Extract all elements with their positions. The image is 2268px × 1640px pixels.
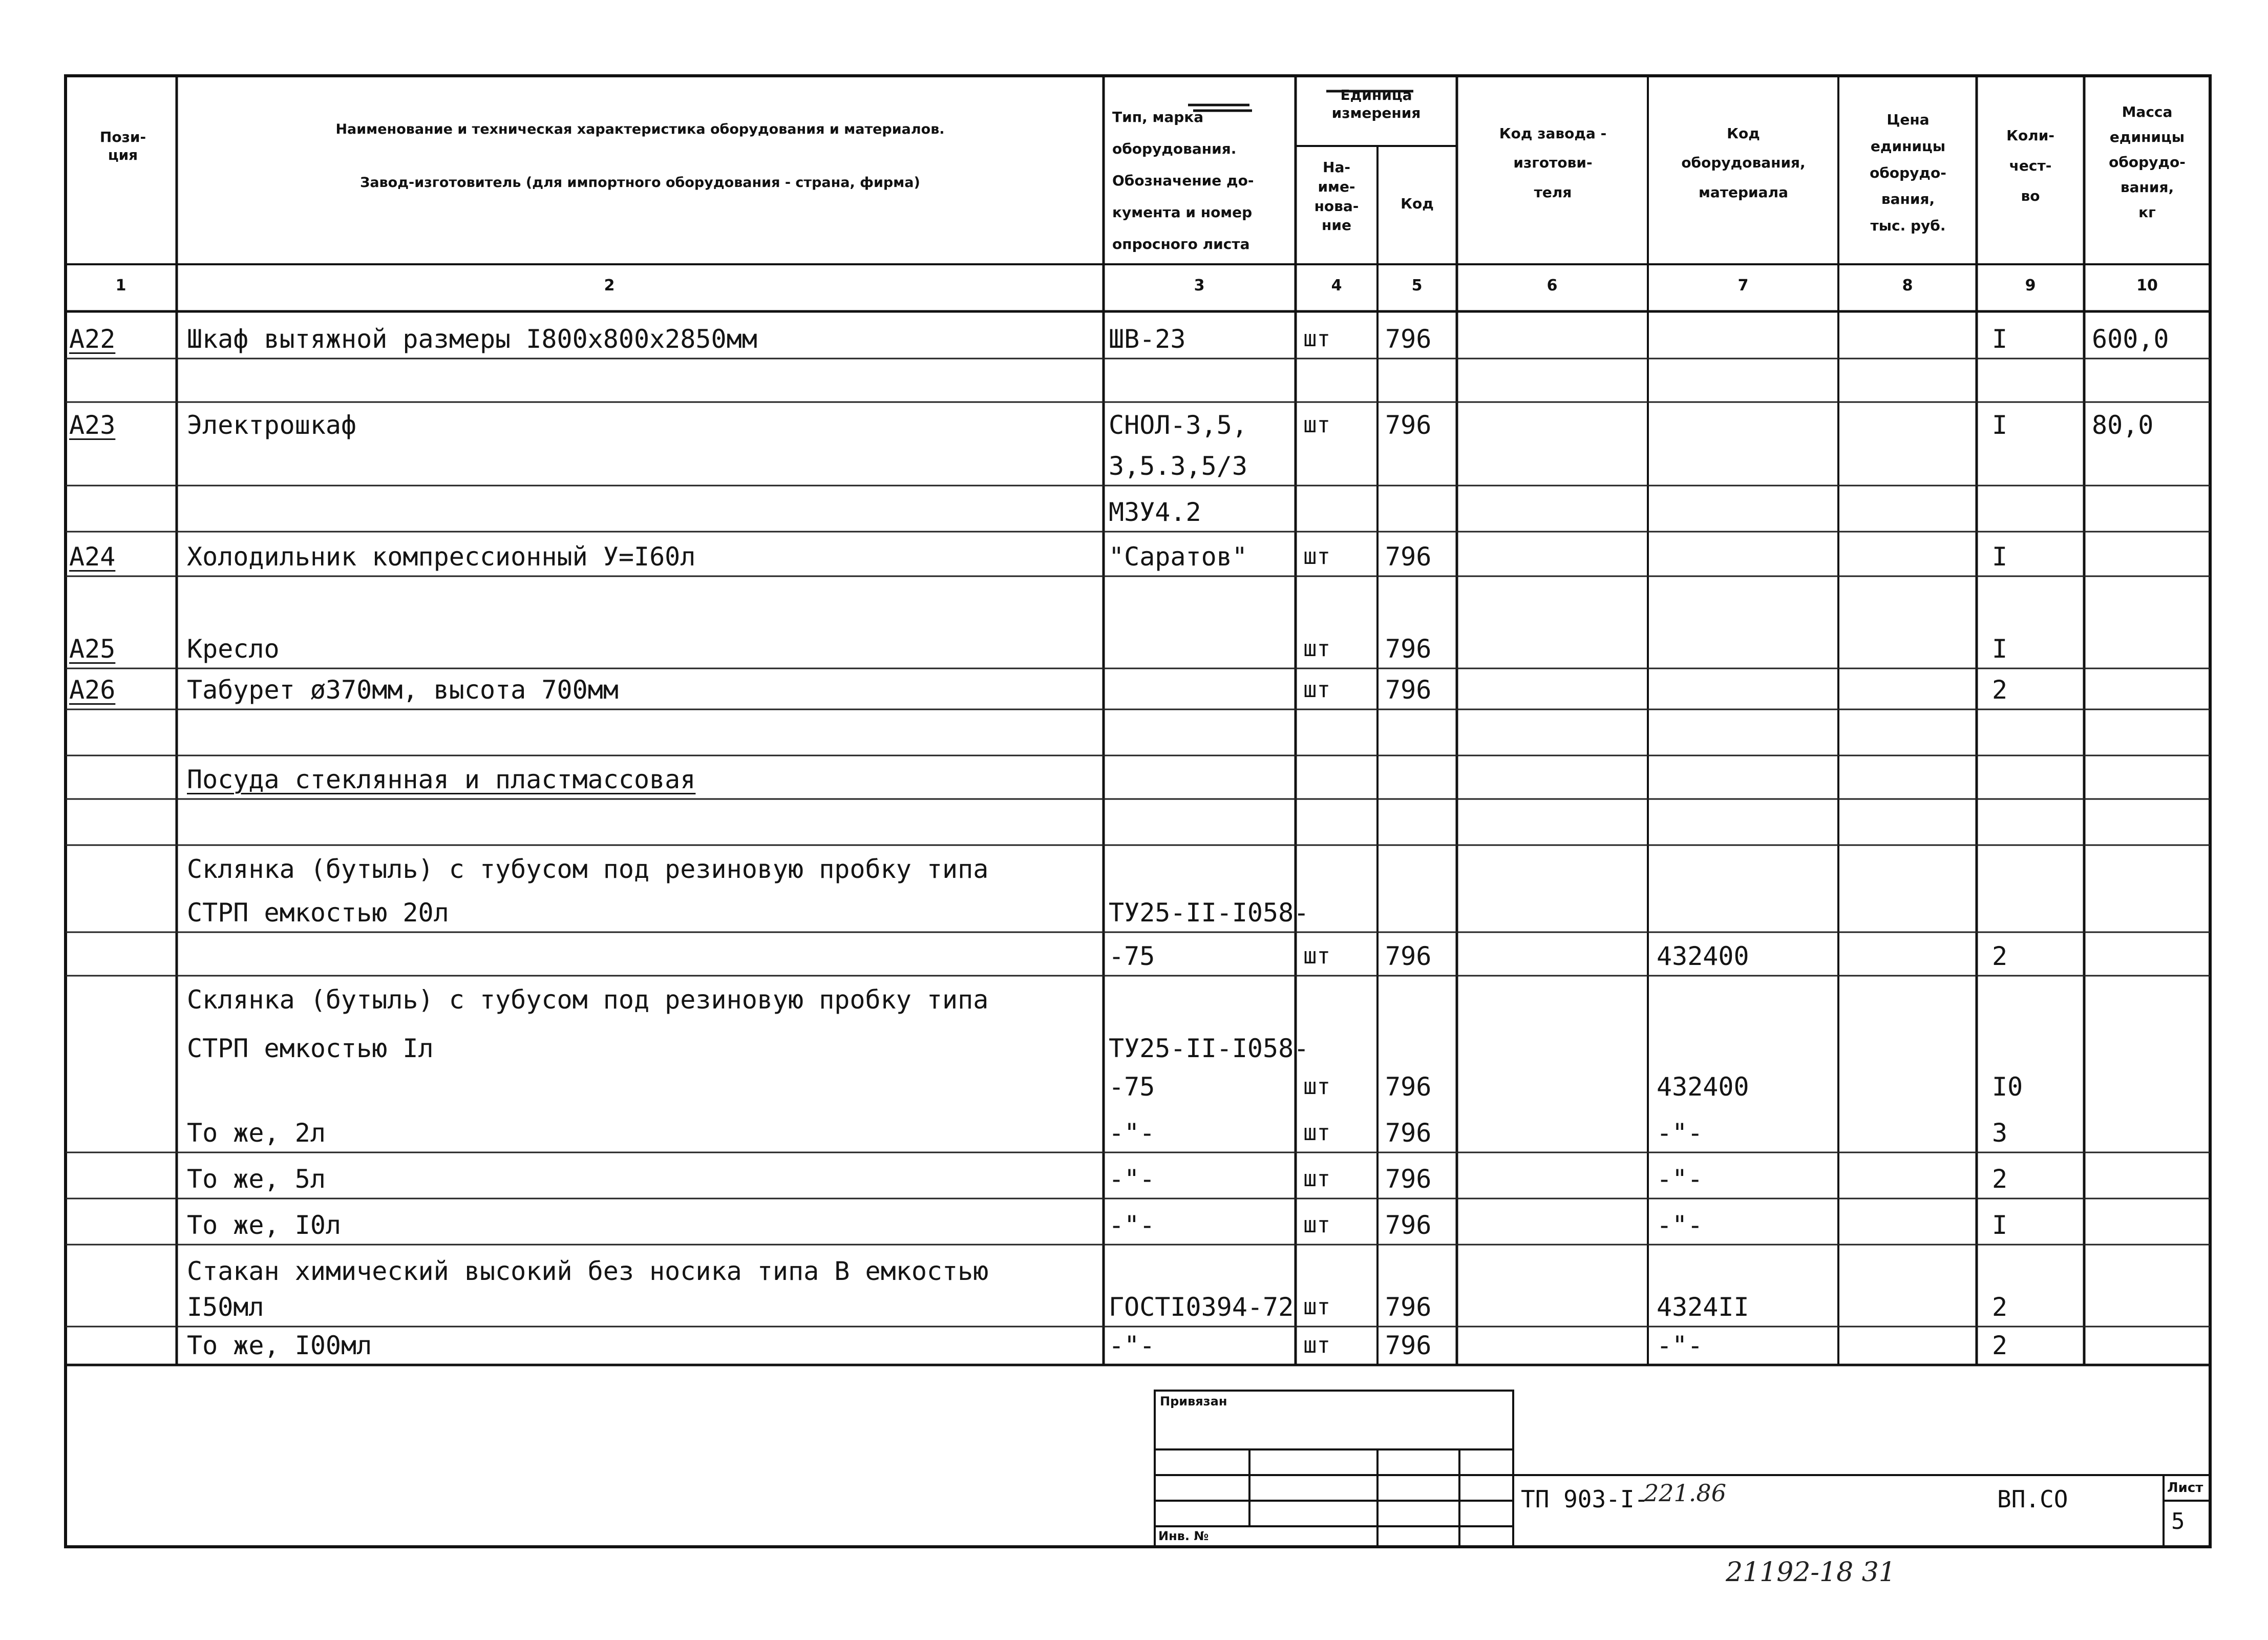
header-unit-code: Код — [1401, 195, 1434, 212]
cell-unit-code: 796 — [1385, 410, 1432, 440]
header-equipment-code: Код оборудования, материала — [1681, 125, 1806, 201]
cell-name: Кресло — [187, 634, 280, 664]
cell-type: -75 — [1109, 1072, 1155, 1102]
stamp-sheet-number: 5 — [2171, 1508, 2185, 1534]
stamp-section: ВП.СО — [1997, 1485, 2068, 1513]
cell-quantity: 2 — [1992, 1292, 2008, 1322]
cell-name: СТРП емкостью 20л — [187, 898, 449, 928]
cell-type: ШВ-23 — [1109, 324, 1186, 354]
cell-unit-code: 796 — [1385, 941, 1432, 971]
colnum-10: 10 — [2136, 277, 2158, 295]
cell-name: СТРП емкостью Iл — [187, 1034, 434, 1063]
cell-name: Табурет ø370мм, высота 700мм — [187, 675, 619, 705]
cell-name: То же, I00мл — [187, 1331, 372, 1360]
cell-equipment-code: -"- — [1657, 1210, 1703, 1240]
cell-position: A25 — [69, 634, 116, 664]
cell-quantity: 2 — [1992, 1331, 2008, 1360]
cell-type: МЗУ4.2 — [1109, 497, 1201, 527]
cell-mass: 600,0 — [2092, 324, 2169, 354]
cell-unit: шт — [1303, 1332, 1330, 1358]
cell-unit: шт — [1303, 412, 1330, 438]
cell-equipment-code: -"- — [1657, 1331, 1703, 1360]
colnum-5: 5 — [1411, 277, 1423, 295]
cell-equipment-code: 432400 — [1657, 1072, 1749, 1102]
cell-quantity: I — [1992, 634, 2008, 664]
cell-equipment-code: -"- — [1657, 1118, 1703, 1148]
colnum-7: 7 — [1737, 277, 1749, 295]
colnum-3: 3 — [1194, 277, 1205, 295]
cell-unit: шт — [1303, 326, 1330, 352]
cell-equipment-code: -"- — [1657, 1164, 1703, 1194]
cell-unit: шт — [1303, 1166, 1330, 1192]
cell-type: -"- — [1109, 1164, 1155, 1194]
header-price: Цена единицы оборудо- вания, тыс. руб. — [1870, 111, 1946, 235]
cell-unit: шт — [1303, 1074, 1330, 1100]
cell-unit: шт — [1303, 1212, 1330, 1238]
cell-quantity: I — [1992, 324, 2008, 354]
cell-unit-code: 796 — [1385, 675, 1432, 705]
cell-quantity: I — [1992, 410, 2008, 440]
cell-unit: шт — [1303, 1120, 1330, 1146]
cell-name: То же, 5л — [187, 1164, 326, 1194]
colnum-9: 9 — [2025, 277, 2036, 295]
colnum-2: 2 — [604, 277, 615, 295]
cell-unit-code: 796 — [1385, 542, 1432, 572]
cell-name: Склянка (бутыль) с тубусом под резиновую пробку типа — [187, 985, 989, 1015]
stamp-project-code-handwritten: 221.86 — [1644, 1479, 1726, 1507]
cell-quantity: 3 — [1992, 1118, 2008, 1148]
stamp-inv-no: Инв. № — [1158, 1529, 1209, 1543]
cell-quantity: 2 — [1992, 941, 2008, 971]
stamp-project-code: ТП 903-I- — [1521, 1485, 1649, 1513]
cell-type: -"- — [1109, 1331, 1155, 1360]
cell-unit: шт — [1303, 543, 1330, 570]
cell-type: "Саратов" — [1109, 542, 1247, 572]
header-name-line1: Наименование и техническая характеристика оборудования и материалов. — [335, 121, 945, 137]
cell-unit-code: 796 — [1385, 634, 1432, 664]
cell-name: Электрошкаф — [187, 410, 357, 440]
cell-position: A22 — [69, 324, 116, 354]
cell-type: ГОСТI0394-72 — [1109, 1292, 1294, 1322]
stamp-privyazan: Привязан — [1160, 1394, 1227, 1408]
cell-quantity: 2 — [1992, 1164, 2008, 1194]
cell-name: То же, 2л — [187, 1118, 326, 1148]
cell-unit-code: 796 — [1385, 1164, 1432, 1194]
cell-unit-code: 796 — [1385, 1072, 1432, 1102]
cell-unit: шт — [1303, 943, 1330, 969]
colnum-6: 6 — [1546, 277, 1558, 295]
cell-type: ТУ25-II-I058- — [1109, 1034, 1309, 1063]
cell-position: A24 — [69, 542, 116, 572]
cell-type: -"- — [1109, 1210, 1155, 1240]
header-quantity: Коли- чест- во — [2006, 127, 2054, 204]
cell-type: ТУ25-II-I058- — [1109, 898, 1309, 928]
cell-quantity: I — [1992, 1210, 2008, 1240]
cell-name: Холодильник компрессионный У=I60л — [187, 542, 696, 572]
cell-unit: шт — [1303, 636, 1330, 662]
header-factory-code: Код завода - изготови- теля — [1499, 125, 1607, 201]
cell-quantity: 2 — [1992, 675, 2008, 705]
colnum-4: 4 — [1331, 277, 1342, 295]
cell-equipment-code: 432400 — [1657, 941, 1749, 971]
colnum-1: 1 — [115, 277, 126, 295]
cell-quantity: I0 — [1992, 1072, 2023, 1102]
header-unit-name: На- име- нова- ние — [1314, 159, 1359, 234]
stamp-sheet-label: Лист — [2167, 1480, 2203, 1496]
cell-type: 3,5.3,5/3 — [1109, 451, 1247, 481]
cell-quantity: I — [1992, 542, 2008, 572]
colnum-8: 8 — [1902, 277, 1913, 295]
cell-name: Посуда стеклянная и пластмассовая — [187, 765, 696, 794]
cell-unit-code: 796 — [1385, 1292, 1432, 1322]
cell-name: То же, I0л — [187, 1210, 342, 1240]
cell-type: СНОЛ-3,5, — [1109, 410, 1247, 440]
cell-name: Склянка (бутыль) с тубусом под резиновую пробку типа — [187, 854, 989, 884]
cell-name: Стакан химический высокий без носика типа В емкостью — [187, 1256, 989, 1286]
cell-unit-code: 796 — [1385, 324, 1432, 354]
header-unit-group: Единица измерения — [1331, 87, 1421, 121]
cell-position: A26 — [69, 675, 116, 705]
header-name-line2: Завод-изготовитель (для импортного оборудования - страна, фирма) — [360, 175, 920, 191]
cell-unit: шт — [1303, 1294, 1330, 1320]
header-position: Пози- ция — [99, 129, 146, 163]
cell-position: A23 — [69, 410, 116, 440]
cell-unit-code: 796 — [1385, 1331, 1432, 1360]
cell-unit-code: 796 — [1385, 1118, 1432, 1148]
cell-unit-code: 796 — [1385, 1210, 1432, 1240]
cell-mass: 80,0 — [2092, 410, 2154, 440]
cell-name: I50мл — [187, 1292, 264, 1322]
cell-type: -"- — [1109, 1118, 1155, 1148]
footer-handwritten-note: 21192-18 31 — [1726, 1557, 1896, 1588]
cell-unit: шт — [1303, 677, 1330, 703]
header-mass: Масса единицы оборудо- вания, кг — [2109, 103, 2186, 221]
header-type: Тип, марка оборудования. Обозначение до- кумента и номер опросного листа — [1112, 109, 1254, 253]
cell-name: Шкаф вытяжной размеры I800x800x2850мм — [187, 324, 757, 354]
cell-type: -75 — [1109, 941, 1155, 971]
cell-equipment-code: 4324II — [1657, 1292, 1749, 1322]
header-strike-marks — [0, 0, 2268, 307]
